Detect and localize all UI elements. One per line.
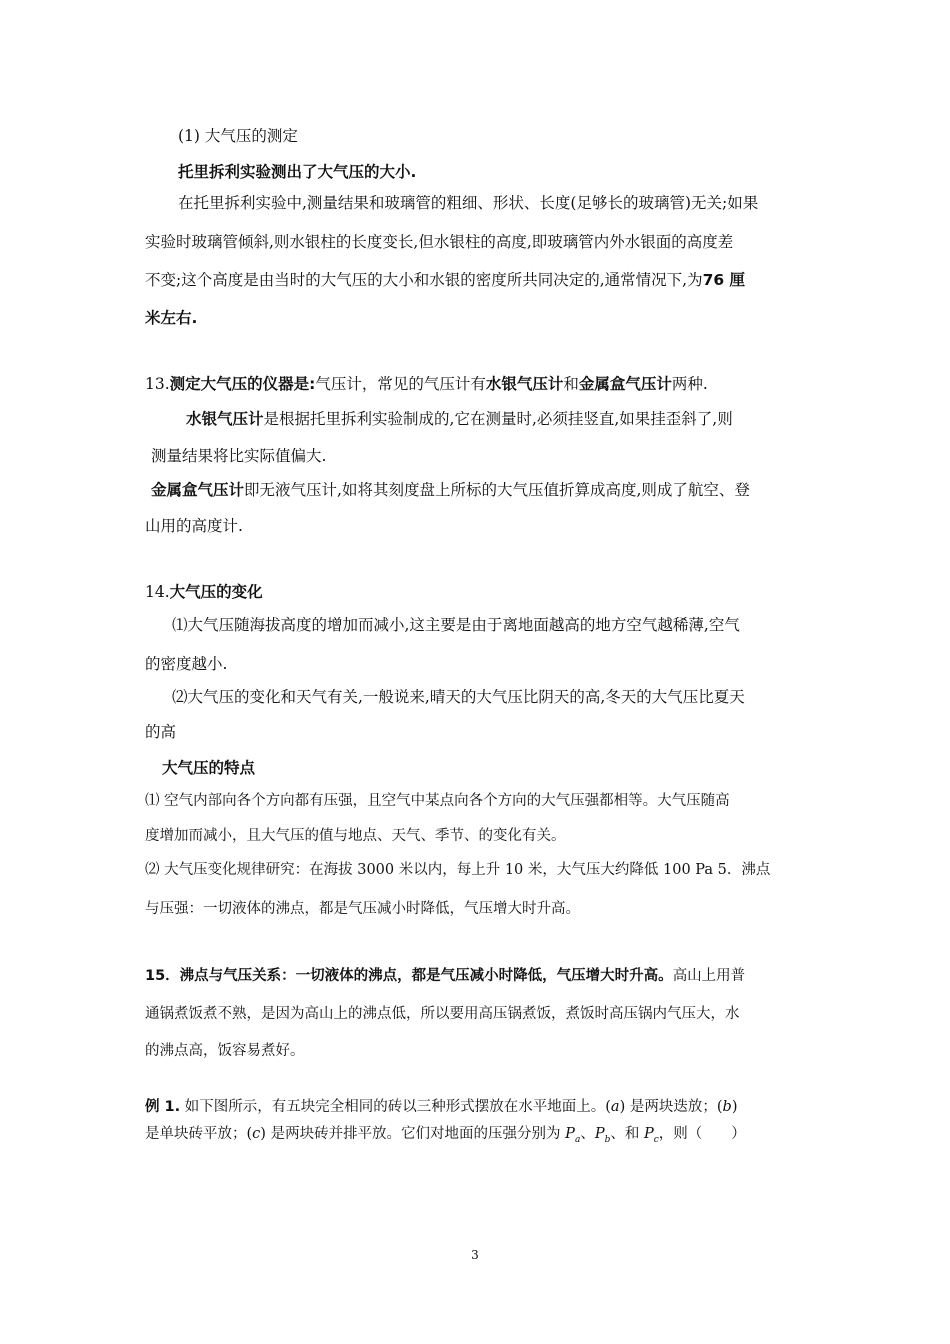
paragraph-line: 米左右. xyxy=(145,309,198,327)
example-1-line xyxy=(145,1124,746,1150)
subscript-a: a xyxy=(574,1134,581,1145)
section-title: 测定大气压的仪器是: xyxy=(169,375,316,393)
section-13-title xyxy=(145,374,708,394)
term-aneroid-barometer: 金属盒气压计 xyxy=(578,375,672,393)
text: 是单块砖平放；( xyxy=(145,1126,253,1142)
text: 是根据托里拆利实验制成的,它在测量时,必须挂竖直,如果挂歪斜了,则 xyxy=(263,410,733,428)
section-number: 13. xyxy=(145,375,170,393)
text: 气压计，常见的气压计有 xyxy=(315,375,486,393)
paragraph-line: 在托里拆利实验中,测量结果和玻璃管的粗细、形状、长度(足够长的玻璃管)无关;如果 xyxy=(178,194,759,212)
paragraph-line: 通锅煮饭煮不熟，是因为高山上的沸点低，所以要用高压锅煮饭，煮饭时高压锅内气压大，水 xyxy=(145,1006,740,1022)
value-76: 76 厘 xyxy=(702,271,746,289)
separator: 、 xyxy=(580,1126,595,1142)
paragraph-line xyxy=(186,409,733,429)
paragraph-line: 测量结果将比实际值偏大. xyxy=(151,447,327,465)
paragraph-line: 的沸点高，饭容易煮好。 xyxy=(145,1043,305,1059)
text: ) xyxy=(731,1099,738,1115)
section-15-title xyxy=(145,966,745,986)
text: 即无液气压计,如将其刻度盘上所标的大气压值折算成高度,则成了航空、登 xyxy=(244,481,750,499)
text: 高山上用普 xyxy=(672,968,746,984)
paragraph-line: ⑴大气压随海拔高度的增加而减小,这主要是由于离地面越高的地方空气越稀薄,空气 xyxy=(172,616,740,634)
paragraph-line: 山用的高度计. xyxy=(145,517,243,535)
paragraph-text: 不变;这个高度是由当时的大气压的大小和水银的密度所共同决定的,通常情况下,为 xyxy=(145,271,703,289)
term-mercury-barometer: 水银气压计 xyxy=(485,375,564,393)
section-title: 大气压的变化 xyxy=(169,583,263,601)
paragraph-line xyxy=(145,270,745,290)
text: 两种. xyxy=(671,375,708,393)
text: 和 xyxy=(563,375,579,393)
var-c: c xyxy=(252,1126,261,1142)
separator: 、和 xyxy=(610,1126,644,1142)
pressure-symbol: P xyxy=(594,1126,605,1142)
feature-title: 大气压的特点 xyxy=(162,759,256,777)
subscript-b: b xyxy=(604,1134,611,1145)
torricelli-statement: 托里拆利实验测出了大气压的大小. xyxy=(178,163,417,181)
paragraph-line: 度增加而减小，且大气压的值与地点、天气、季节、的变化有关。 xyxy=(145,828,566,844)
paragraph-line xyxy=(151,480,750,500)
example-1-line xyxy=(145,1097,737,1117)
section-14-title xyxy=(145,582,263,602)
section-title: 15．沸点与气压关系：一切液体的沸点，都是气压减小时降低，气压增大时升高。 xyxy=(145,968,673,984)
text: ) 是两块迭放；( xyxy=(619,1099,723,1115)
paragraph-line: 实验时玻璃管倾斜,则水银柱的长度变长,但水银柱的高度,即玻璃管内外水银面的高度差 xyxy=(145,233,734,251)
text: ) 是两块砖并排平放。它们对地面的压强分别为 xyxy=(260,1126,566,1142)
term-mercury-barometer: 水银气压计 xyxy=(186,410,264,428)
paragraph-line: ⑴ 空气内部向各个方向都有压强，且空气中某点向各个方向的大气压强都相等。大气压随高 xyxy=(145,793,730,809)
subscript-c: c xyxy=(653,1134,659,1145)
page-number: 3 xyxy=(471,1248,479,1262)
var-a: a xyxy=(610,1099,620,1115)
pressure-symbol: P xyxy=(643,1126,654,1142)
paragraph-line: ⑵ 大气压变化规律研究：在海拔 3000 米以内，每上升 10 米，大气压大约降低 100 Pa 5．沸点 xyxy=(145,862,771,878)
example-label: 例 1. xyxy=(145,1099,181,1115)
term-aneroid-barometer: 金属盒气压计 xyxy=(151,481,245,499)
text: ，则（ ） xyxy=(658,1126,746,1142)
paragraph-line: ⑵大气压的变化和天气有关,一般说来,晴天的大气压比阴天的高,冬天的大气压比夏天 xyxy=(172,688,745,706)
paragraph-line: 的密度越小. xyxy=(145,655,228,673)
section-heading-measurement: (1) 大气压的测定 xyxy=(178,127,298,145)
text: 如下图所示，有五块完全相同的砖以三种形式摆放在水平地面上。( xyxy=(180,1099,611,1115)
paragraph-line: 的高 xyxy=(145,723,177,741)
pressure-symbol: P xyxy=(565,1126,575,1142)
var-b: b xyxy=(722,1099,732,1115)
paragraph-line: 与压强：一切液体的沸点，都是气压减小时降低，气压增大时升高。 xyxy=(145,901,580,917)
section-number: 14. xyxy=(145,583,170,601)
